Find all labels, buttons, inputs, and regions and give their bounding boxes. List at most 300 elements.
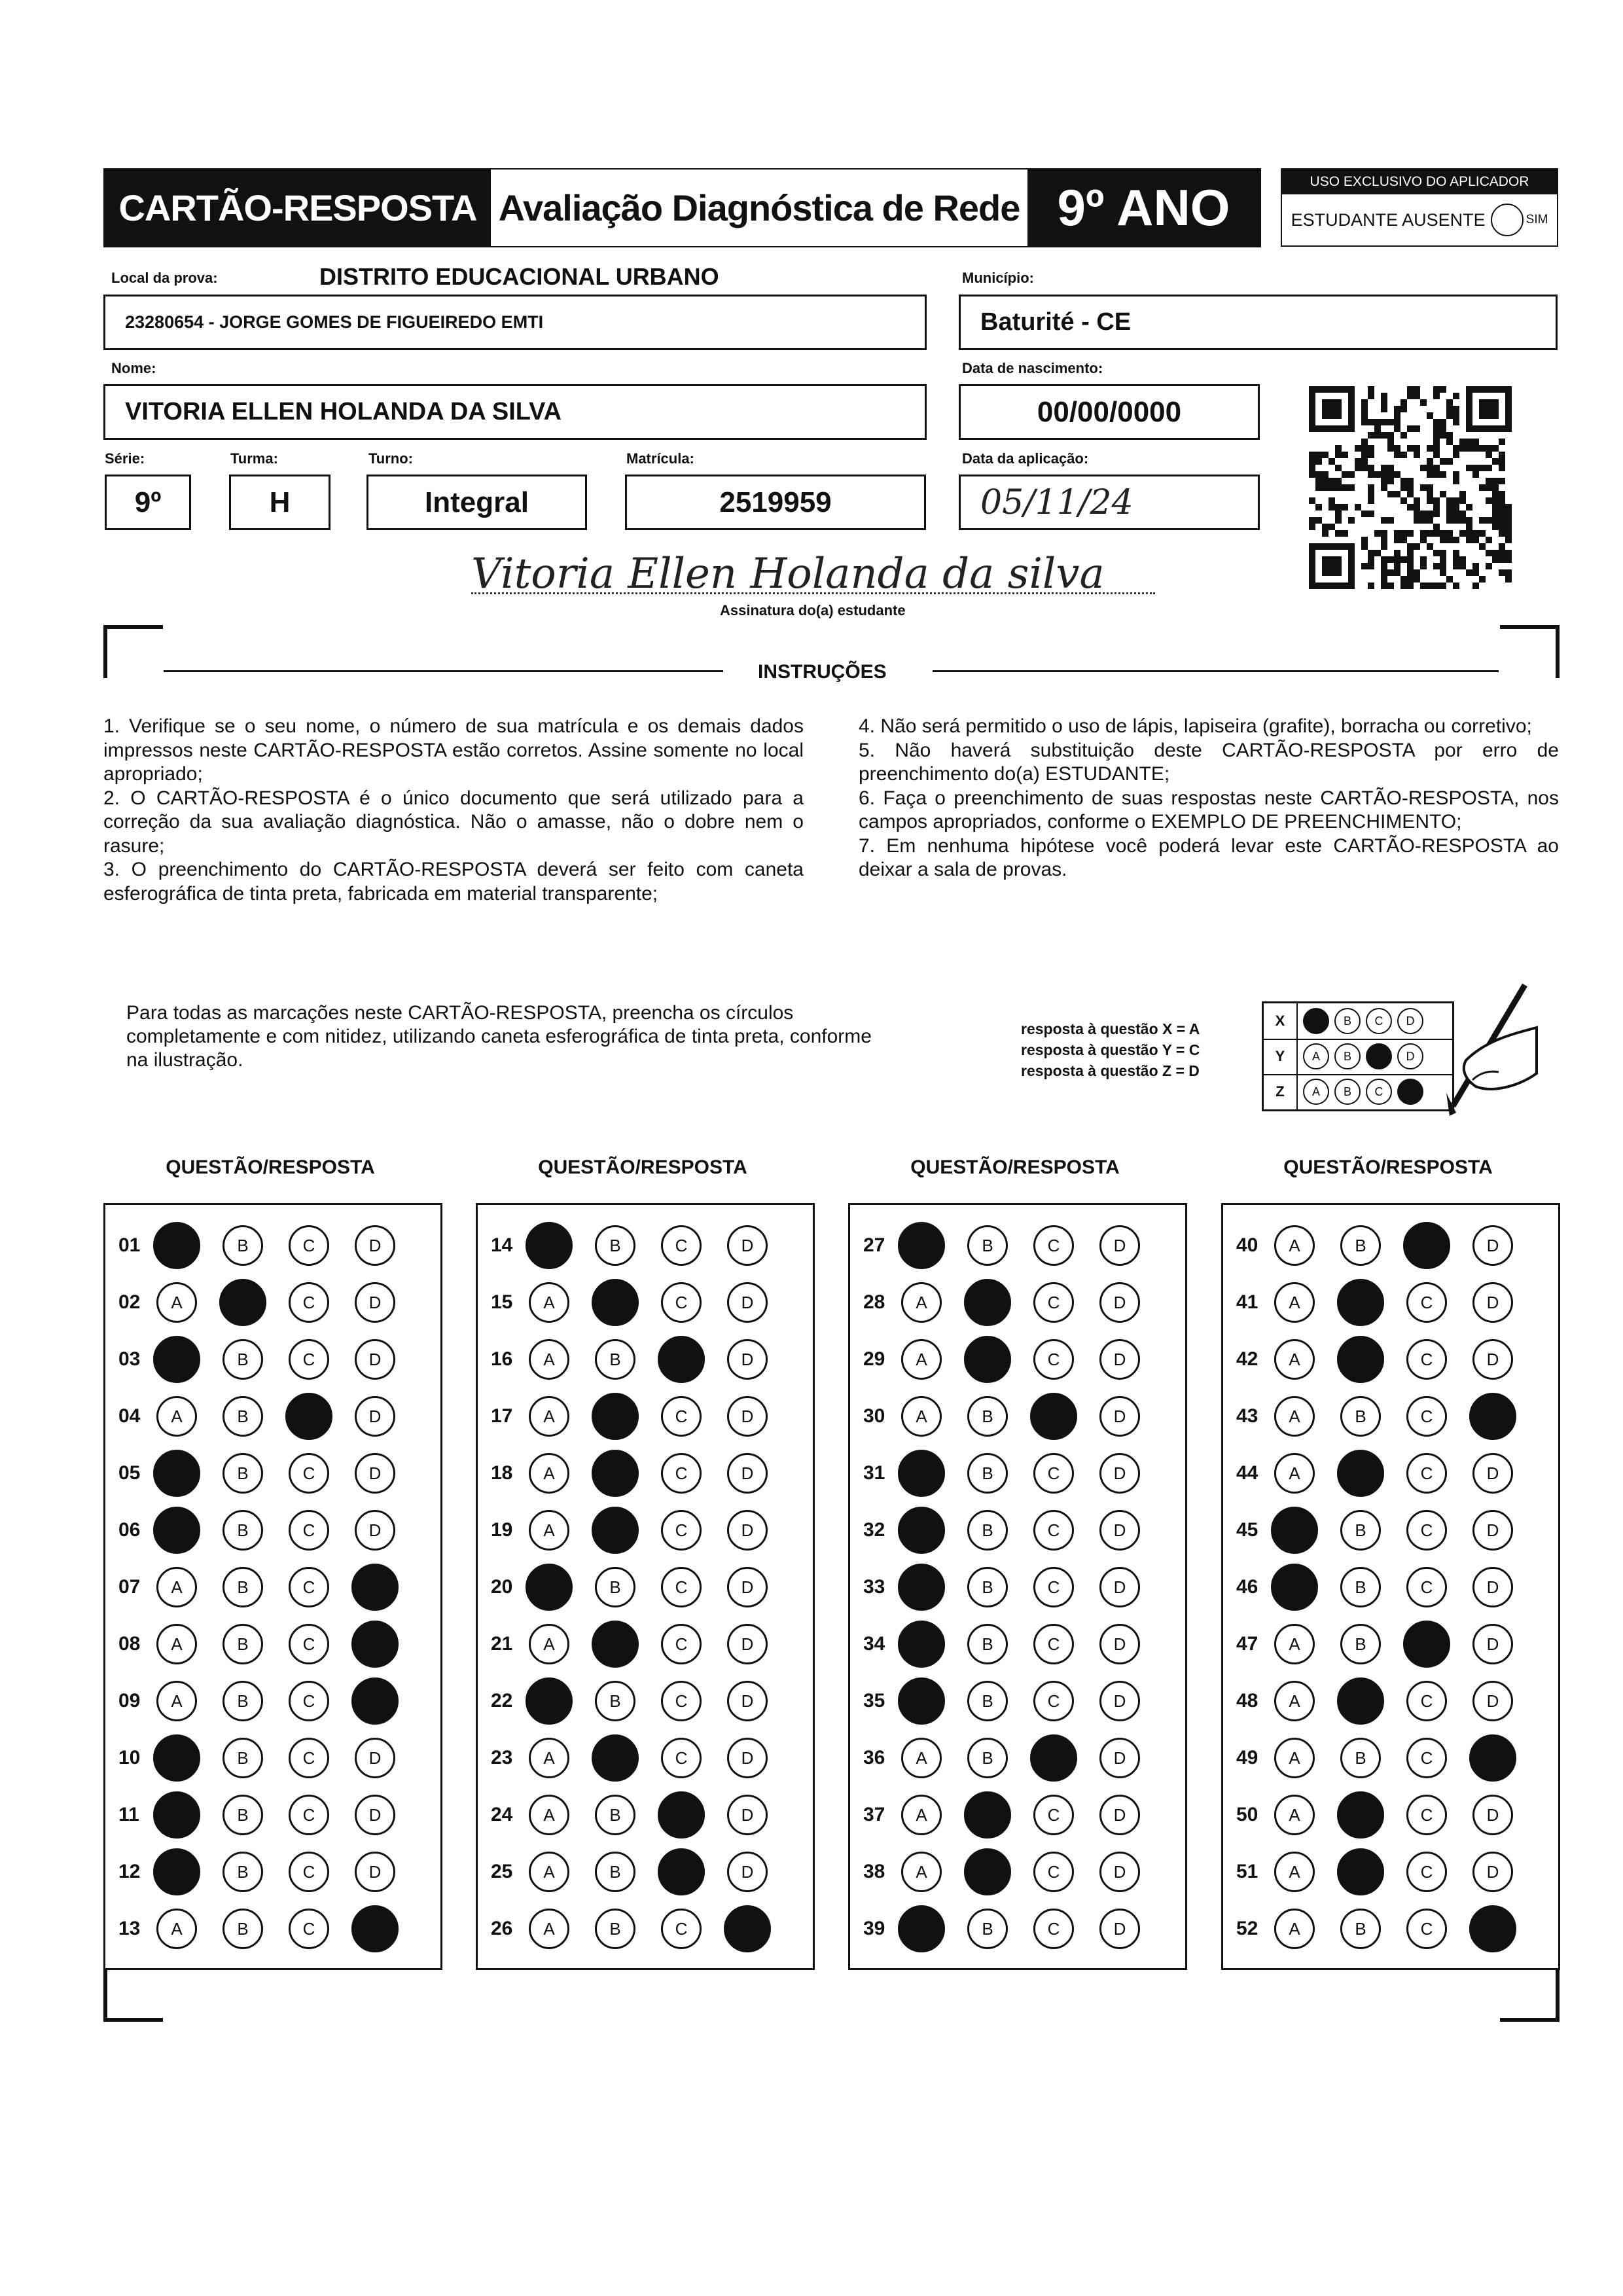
answer-bubble-d[interactable] [1469,1734,1516,1782]
turno-value: Integral [425,486,529,518]
matricula-field [625,475,926,530]
answer-bubble-b[interactable]: B [967,1510,1008,1551]
answer-bubble-b[interactable]: B [595,1339,635,1380]
answer-bubble-c[interactable]: C [289,1624,329,1664]
answer-bubble-d[interactable]: D [727,1510,768,1551]
local-field [103,295,927,350]
example-bubble: B [1334,1043,1361,1069]
answer-bubble-c[interactable] [658,1791,705,1839]
question-number: 07 [118,1576,141,1598]
answer-bubble-d[interactable]: D [1472,1567,1513,1607]
answer-bubble-b[interactable]: B [595,1567,635,1607]
absent-bubble[interactable] [1491,204,1524,236]
answer-bubble-b[interactable] [1337,1279,1384,1326]
question-number: 03 [118,1348,141,1370]
answer-bubble-d[interactable]: D [1472,1624,1513,1664]
answer-bubble-b[interactable]: B [1340,1738,1381,1778]
answer-bubble-a[interactable]: A [529,1738,569,1778]
answer-bubble-a[interactable] [153,1791,200,1839]
answer-bubble-b[interactable] [1337,1791,1384,1839]
answer-bubble-b[interactable] [592,1393,639,1440]
answer-bubble-c[interactable]: C [1033,1909,1074,1949]
answer-bubble-c[interactable]: C [289,1339,329,1380]
card-subtitle: Avaliação Diagnóstica de Rede [491,170,1027,246]
answer-row [850,1906,1166,1952]
answer-bubble-b[interactable] [964,1848,1011,1895]
answer-bubble-d[interactable]: D [727,1396,768,1437]
answer-row [478,1678,793,1724]
absent-option: SIM [1525,213,1548,226]
answer-row [1223,1621,1539,1667]
answer-bubble-d[interactable]: D [355,1453,395,1494]
example-row-letter: X [1264,1003,1298,1039]
answer-bubble-d[interactable] [351,1564,399,1611]
answer-bubble-b[interactable]: B [595,1795,635,1835]
turma-field [229,475,330,530]
answer-bubble-c[interactable]: C [1033,1795,1074,1835]
answer-bubble-b[interactable]: B [967,1396,1008,1437]
answer-row [478,1792,793,1838]
answer-bubble-a[interactable]: A [901,1738,942,1778]
question-number: 52 [1236,1918,1258,1939]
answer-bubble-a[interactable]: A [1274,1852,1315,1892]
answer-row [850,1792,1166,1838]
answer-bubble-d[interactable] [1469,1393,1516,1440]
answer-bubble-c[interactable]: C [1033,1624,1074,1664]
answer-bubble-a[interactable] [1271,1507,1318,1554]
answer-bubble-d[interactable]: D [1099,1795,1140,1835]
answer-bubble-c[interactable]: C [289,1795,329,1835]
answer-row [105,1223,421,1268]
answer-bubble-c[interactable]: C [661,1282,702,1323]
answer-bubble-c[interactable] [658,1848,705,1895]
answer-bubble-b[interactable]: B [595,1225,635,1266]
answer-bubble-d[interactable]: D [727,1339,768,1380]
answer-bubble-a[interactable]: A [1274,1795,1315,1835]
answer-bubble-a[interactable] [898,1222,945,1269]
answer-row [105,1507,421,1553]
answer-bubble-a[interactable] [898,1621,945,1668]
answer-bubble-b[interactable] [1337,1450,1384,1497]
answer-bubble-b[interactable]: B [223,1567,263,1607]
answer-bubble-c[interactable]: C [289,1225,329,1266]
answer-row [105,1849,421,1895]
answer-row [105,1450,421,1496]
question-number: 27 [863,1234,885,1256]
answer-bubble-a[interactable] [153,1507,200,1554]
answer-bubble-b[interactable]: B [223,1681,263,1721]
answer-bubble-b[interactable]: B [223,1738,263,1778]
answer-column [476,1203,815,1970]
answer-bubble-b[interactable] [592,1734,639,1782]
answer-bubble-a[interactable]: A [1274,1396,1315,1437]
answer-bubble-a[interactable]: A [156,1909,197,1949]
question-number: 10 [118,1747,141,1768]
question-number: 11 [118,1804,139,1825]
question-number: 38 [863,1861,885,1882]
question-number: 44 [1236,1462,1258,1484]
answer-bubble-c[interactable] [1030,1393,1077,1440]
answer-bubble-d[interactable] [724,1905,771,1952]
municipio-value: Baturité - CE [980,308,1132,336]
answer-bubble-b[interactable]: B [223,1339,263,1380]
answer-bubble-b[interactable] [964,1791,1011,1839]
answer-bubble-d[interactable] [351,1621,399,1668]
answer-bubble-a[interactable]: A [529,1282,569,1323]
answer-bubble-d[interactable]: D [355,1738,395,1778]
answer-bubble-c[interactable]: C [661,1909,702,1949]
answer-bubble-d[interactable]: D [727,1282,768,1323]
answer-bubble-a[interactable] [898,1677,945,1725]
answer-bubble-a[interactable] [153,1734,200,1782]
qr-code [1309,386,1512,589]
answer-bubble-b[interactable]: B [967,1738,1008,1778]
answer-bubble-b[interactable] [964,1279,1011,1326]
answer-bubble-a[interactable]: A [901,1282,942,1323]
answer-bubble-a[interactable]: A [901,1795,942,1835]
answer-bubble-c[interactable]: C [289,1852,329,1892]
answer-bubble-a[interactable]: A [156,1681,197,1721]
answer-bubble-a[interactable]: A [529,1510,569,1551]
answer-bubble-a[interactable]: A [156,1396,197,1437]
answer-row [478,1223,793,1268]
answer-bubble-c[interactable]: C [1406,1396,1447,1437]
answer-bubble-d[interactable]: D [1472,1510,1513,1551]
answer-bubble-d[interactable]: D [1099,1339,1140,1380]
answer-bubble-b[interactable]: B [595,1909,635,1949]
answer-bubble-b[interactable] [592,1507,639,1554]
answer-bubble-b[interactable]: B [967,1681,1008,1721]
answer-bubble-a[interactable]: A [529,1396,569,1437]
answer-bubble-b[interactable]: B [1340,1909,1381,1949]
question-number: 18 [491,1462,513,1484]
answer-row [105,1336,421,1382]
corner-mark-top-right [1500,625,1560,678]
local-label: Local da prova: [111,270,218,286]
answer-bubble-c[interactable]: C [289,1453,329,1494]
answer-bubble-c[interactable]: C [1406,1282,1447,1323]
answer-bubble-c[interactable]: C [661,1396,702,1437]
answer-bubble-b[interactable] [1337,1336,1384,1383]
answer-bubble-c[interactable]: C [1033,1453,1074,1494]
answer-bubble-c[interactable]: C [661,1510,702,1551]
answer-bubble-a[interactable]: A [529,1339,569,1380]
question-number: 13 [118,1918,141,1939]
answer-bubble-d[interactable]: D [727,1795,768,1835]
answer-bubble-a[interactable] [526,1222,573,1269]
answer-bubble-c[interactable] [1030,1734,1077,1782]
answer-bubble-c[interactable]: C [289,1909,329,1949]
answer-bubble-d[interactable]: D [727,1225,768,1266]
answer-bubble-d[interactable]: D [1472,1339,1513,1380]
answer-bubble-d[interactable]: D [1099,1738,1140,1778]
question-number: 29 [863,1348,885,1370]
answer-bubble-a[interactable] [1271,1564,1318,1611]
question-number: 12 [118,1861,141,1882]
answer-row [850,1450,1166,1496]
answer-bubble-b[interactable]: B [967,1567,1008,1607]
answer-bubble-d[interactable]: D [1472,1453,1513,1494]
answer-bubble-c[interactable]: C [1033,1510,1074,1551]
answer-bubble-a[interactable]: A [156,1282,197,1323]
answer-bubble-a[interactable] [526,1677,573,1725]
answer-bubble-d[interactable] [351,1677,399,1725]
answer-bubble-d[interactable]: D [1099,1510,1140,1551]
answer-bubble-d[interactable]: D [727,1852,768,1892]
answer-bubble-a[interactable] [153,1450,200,1497]
answer-bubble-c[interactable]: C [1406,1738,1447,1778]
answer-column [1221,1203,1560,1970]
answer-bubble-b[interactable]: B [595,1852,635,1892]
question-number: 37 [863,1804,885,1825]
column-title: QUESTÃO/RESPOSTA [910,1157,1120,1178]
answer-bubble-b[interactable]: B [967,1624,1008,1664]
answer-bubble-d[interactable]: D [727,1624,768,1664]
answer-bubble-d[interactable]: D [727,1453,768,1494]
answer-bubble-a[interactable]: A [1274,1453,1315,1494]
answer-bubble-d[interactable]: D [355,1510,395,1551]
answer-row [1223,1849,1539,1895]
answer-bubble-d[interactable]: D [1472,1795,1513,1835]
answer-bubble-b[interactable] [1337,1677,1384,1725]
answer-bubble-d[interactable]: D [1099,1282,1140,1323]
answer-bubble-a[interactable]: A [529,1795,569,1835]
question-number: 09 [118,1690,141,1712]
answer-bubble-c[interactable]: C [661,1681,702,1721]
example-bubble: C [1366,1008,1392,1034]
question-number: 45 [1236,1519,1258,1541]
answer-bubble-a[interactable] [898,1905,945,1952]
header-bar [103,168,1261,247]
answer-bubble-c[interactable]: C [1406,1795,1447,1835]
answer-bubble-b[interactable] [964,1336,1011,1383]
answer-bubble-c[interactable]: C [1406,1852,1447,1892]
answer-bubble-d[interactable]: D [1472,1225,1513,1266]
answer-bubble-d[interactable]: D [355,1225,395,1266]
example-row-letter: Z [1264,1074,1298,1109]
answer-bubble-a[interactable]: A [529,1852,569,1892]
answer-bubble-d[interactable] [351,1905,399,1952]
example-line: resposta à questão Y = C [1021,1041,1200,1058]
answer-bubble-d[interactable]: D [355,1852,395,1892]
card-title: CARTÃO-RESPOSTA [105,170,491,246]
answer-bubble-b[interactable]: B [595,1681,635,1721]
answer-bubble-c[interactable] [658,1336,705,1383]
column-title: QUESTÃO/RESPOSTA [538,1157,747,1178]
answer-bubble-b[interactable]: B [223,1453,263,1494]
question-number: 15 [491,1291,513,1313]
answer-bubble-b[interactable]: B [1340,1225,1381,1266]
answer-bubble-c[interactable]: C [289,1738,329,1778]
answer-bubble-b[interactable]: B [1340,1396,1381,1437]
answer-bubble-d[interactable]: D [727,1567,768,1607]
answer-bubble-d[interactable]: D [1099,1909,1140,1949]
answer-bubble-c[interactable] [285,1393,332,1440]
nome-label: Nome: [111,360,156,376]
answer-row [478,1849,793,1895]
answer-bubble-c[interactable]: C [661,1453,702,1494]
answer-bubble-c[interactable]: C [1406,1339,1447,1380]
answer-bubble-b[interactable]: B [1340,1510,1381,1551]
example-bubble: A [1303,1043,1329,1069]
example-bubble [1303,1008,1329,1034]
hand-pen-icon [1427,982,1538,1119]
question-number: 19 [491,1519,513,1541]
answer-bubble-b[interactable]: B [223,1795,263,1835]
nascimento-value: 00/00/0000 [1037,395,1182,428]
answer-bubble-a[interactable] [898,1564,945,1611]
question-number: 46 [1236,1576,1258,1598]
answer-bubble-b[interactable]: B [223,1909,263,1949]
answer-bubble-a[interactable]: A [901,1396,942,1437]
corner-mark-top-left [103,625,163,678]
answer-bubble-c[interactable]: C [1033,1852,1074,1892]
question-number: 41 [1236,1291,1258,1313]
answer-bubble-b[interactable]: B [223,1624,263,1664]
answer-bubble-c[interactable]: C [1406,1681,1447,1721]
answer-bubble-c[interactable]: C [1033,1225,1074,1266]
answer-bubble-d[interactable]: D [355,1282,395,1323]
answer-bubble-a[interactable] [898,1450,945,1497]
example-line: resposta à questão X = A [1021,1020,1200,1037]
serie-field [105,475,191,530]
answer-bubble-b[interactable] [219,1279,266,1326]
question-number: 30 [863,1405,885,1427]
answer-bubble-d[interactable]: D [355,1396,395,1437]
answer-bubble-b[interactable]: B [223,1510,263,1551]
answer-bubble-c[interactable]: C [661,1738,702,1778]
answer-bubble-d[interactable]: D [1099,1225,1140,1266]
answer-bubble-c[interactable] [1403,1222,1450,1269]
answer-bubble-c[interactable]: C [1406,1567,1447,1607]
answer-bubble-b[interactable]: B [223,1225,263,1266]
answer-bubble-a[interactable]: A [1274,1624,1315,1664]
answer-bubble-c[interactable]: C [289,1282,329,1323]
answer-bubble-b[interactable] [592,1279,639,1326]
answer-bubble-c[interactable]: C [1406,1453,1447,1494]
answer-bubble-a[interactable]: A [1274,1282,1315,1323]
answer-bubble-d[interactable]: D [1472,1681,1513,1721]
answer-row [850,1621,1166,1667]
answer-bubble-a[interactable]: A [901,1852,942,1892]
answer-bubble-a[interactable]: A [1274,1681,1315,1721]
question-number: 28 [863,1291,885,1313]
answer-bubble-d[interactable] [1469,1905,1516,1952]
answer-bubble-c[interactable] [1403,1621,1450,1668]
answer-bubble-b[interactable]: B [223,1396,263,1437]
answer-bubble-b[interactable]: B [967,1225,1008,1266]
answer-bubble-c[interactable]: C [661,1624,702,1664]
answer-bubble-d[interactable]: D [355,1339,395,1380]
answer-bubble-c[interactable]: C [661,1567,702,1607]
nome-field [103,384,927,440]
answer-bubble-b[interactable] [592,1621,639,1668]
answer-bubble-c[interactable]: C [1033,1567,1074,1607]
question-number: 42 [1236,1348,1258,1370]
answer-bubble-b[interactable] [592,1450,639,1497]
answer-row [1223,1507,1539,1553]
answer-bubble-a[interactable]: A [901,1339,942,1380]
question-number: 01 [118,1234,141,1256]
answer-bubble-c[interactable]: C [1033,1339,1074,1380]
answer-bubble-d[interactable]: D [727,1681,768,1721]
answer-row [105,1280,421,1325]
question-number: 08 [118,1633,141,1655]
question-number: 02 [118,1291,141,1313]
local-value: 23280654 - JORGE GOMES DE FIGUEIREDO EMTI [125,312,544,332]
answer-bubble-d[interactable]: D [1099,1624,1140,1664]
example-bubble: D [1397,1008,1423,1034]
answer-bubble-d[interactable]: D [1099,1852,1140,1892]
student-signature: Vitoria Ellen Holanda da silva [471,550,1105,598]
instructions-right: 4. Não será permitido o uso de lápis, lapiseira (grafite), borracha ou corretivo; 5. Não haverá substituição deste CARTÃO-RESPOSTA por erro de preenchimento do(a) ESTUDANTE; 6. Faça o preenchimento de suas respostas neste CARTÃO-RESPOSTA, nos campos apropriados, conforme o EXEMPLO DE PREENCHIMENTO; 7. Em nenhuma hipótese você poderá levar este CARTÃO-RESPOSTA ao deixar a sala de provas. [859,715,1559,880]
answer-row [105,1792,421,1838]
answer-bubble-a[interactable]: A [156,1624,197,1664]
answer-bubble-a[interactable] [526,1564,573,1611]
example-row [1264,1039,1452,1075]
answer-bubble-d[interactable]: D [1099,1681,1140,1721]
question-number: 21 [491,1633,513,1655]
answer-bubble-a[interactable]: A [1274,1909,1315,1949]
answer-bubble-a[interactable]: A [529,1453,569,1494]
question-number: 06 [118,1519,141,1541]
answer-row [105,1735,421,1781]
answer-bubble-c[interactable]: C [289,1681,329,1721]
answer-bubble-c[interactable]: C [1033,1282,1074,1323]
answer-row [1223,1792,1539,1838]
answer-bubble-a[interactable]: A [1274,1225,1315,1266]
answer-bubble-a[interactable] [898,1507,945,1554]
answer-bubble-c[interactable]: C [1406,1510,1447,1551]
answer-bubble-b[interactable]: B [1340,1567,1381,1607]
answer-bubble-c[interactable]: C [661,1225,702,1266]
answer-bubble-a[interactable]: A [529,1909,569,1949]
answer-bubble-a[interactable] [153,1848,200,1895]
answer-bubble-b[interactable] [1337,1848,1384,1895]
answer-bubble-a[interactable]: A [156,1567,197,1607]
answer-bubble-c[interactable]: C [1033,1681,1074,1721]
answer-bubble-d[interactable]: D [355,1795,395,1835]
answer-bubble-b[interactable]: B [967,1453,1008,1494]
applicator-box [1281,168,1558,247]
answer-bubble-a[interactable]: A [1274,1738,1315,1778]
answer-bubble-d[interactable]: D [1472,1852,1513,1892]
question-number: 23 [491,1747,513,1768]
question-number: 17 [491,1405,513,1427]
answer-bubble-c[interactable]: C [1406,1909,1447,1949]
answer-bubble-a[interactable]: A [1274,1339,1315,1380]
aplicacao-field [959,475,1260,530]
answer-row [478,1621,793,1667]
answer-bubble-d[interactable]: D [1099,1453,1140,1494]
answer-bubble-b[interactable]: B [1340,1624,1381,1664]
answer-bubble-a[interactable]: A [529,1624,569,1664]
answer-bubble-b[interactable]: B [223,1852,263,1892]
corner-mark-bottom-right [1500,1969,1560,2022]
answer-row [478,1280,793,1325]
answer-bubble-a[interactable] [153,1336,200,1383]
answer-bubble-a[interactable] [153,1222,200,1269]
answer-bubble-d[interactable]: D [1472,1282,1513,1323]
answer-bubble-d[interactable]: D [1099,1567,1140,1607]
answer-bubble-b[interactable]: B [967,1909,1008,1949]
answer-bubble-d[interactable]: D [1099,1396,1140,1437]
answer-bubble-c[interactable]: C [289,1567,329,1607]
answer-row [478,1906,793,1952]
answer-bubble-c[interactable]: C [289,1510,329,1551]
corner-mark-bottom-left [103,1969,163,2022]
answer-bubble-d[interactable]: D [727,1738,768,1778]
